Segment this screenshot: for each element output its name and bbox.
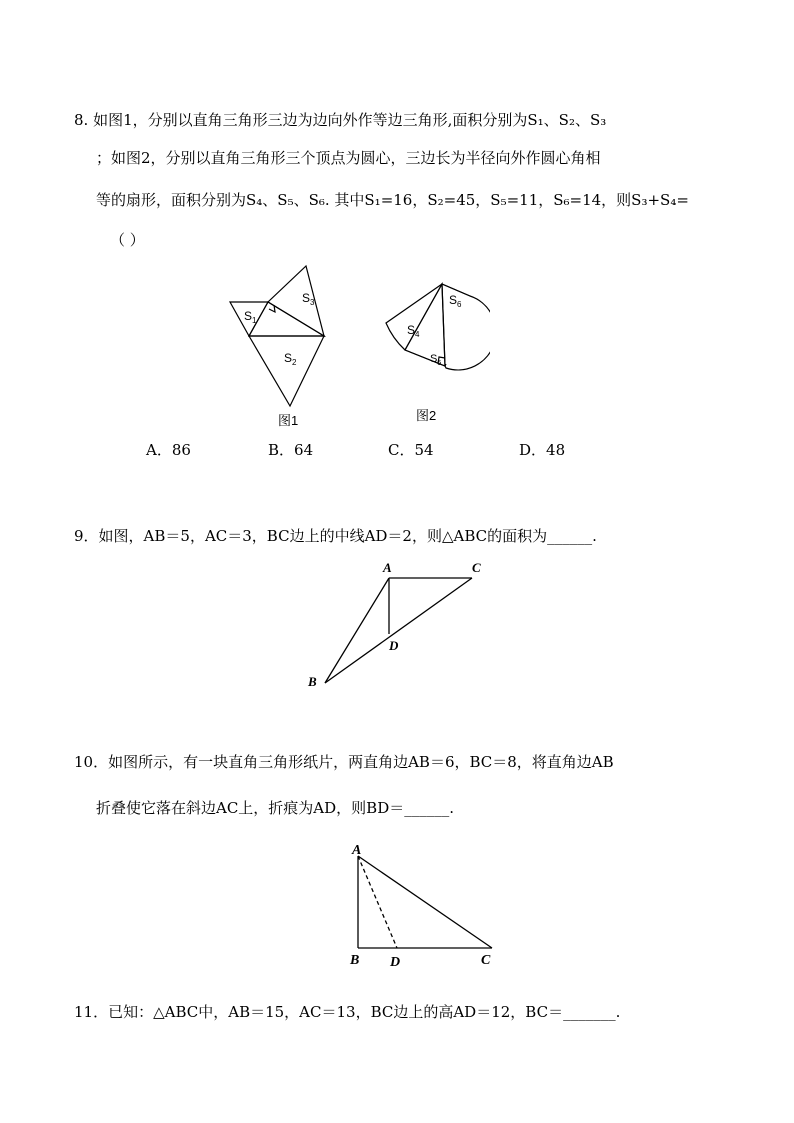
q10-line-2: 折叠使它落在斜边AC上，折痕为AD，则BD＝______. <box>96 799 454 817</box>
q8-line-2: ；如图2，分别以直角三角形三个顶点为圆心，三边长为半径向外作圆心角相 <box>96 149 601 167</box>
q8-option-a: A．86 <box>146 441 191 459</box>
q8-option-b: B．64 <box>268 441 314 459</box>
fig1-s3-label: $S_3$ <box>302 291 315 307</box>
q8-line-1: 8. 如图1，分别以直角三角形三边为边向外作等边三角形,面积分别为S₁、S₂、S₃ <box>74 111 607 129</box>
q11-text: 11．已知：△ABC中，AB＝15，AC＝13，BC边上的高AD＝12，BC＝_______. <box>74 1003 621 1021</box>
q9-figure <box>300 558 490 693</box>
q8-option-d: D．48 <box>519 441 566 459</box>
fig1-s2-label: $S_2$ <box>284 351 297 367</box>
q9-label-a: A <box>383 560 392 575</box>
figure-2 <box>380 278 490 428</box>
q8-answer-paren: （ ） <box>110 231 145 249</box>
q8-option-c: C．54 <box>388 441 434 459</box>
q9-text: 9．如图，AB＝5，AC＝3，BC边上的中线AD＝2，则△ABC的面积为______. <box>74 527 597 545</box>
q10-label-a: A <box>352 843 362 858</box>
figure-1 <box>220 260 350 430</box>
q9-label-b: B <box>308 674 317 689</box>
q10-label-b: B <box>350 953 360 968</box>
q10-figure <box>340 836 510 976</box>
fig2-s4-label: $S_4$ <box>407 323 420 339</box>
fig2-s6-label: $S_6$ <box>449 293 462 309</box>
q9-label-c: C <box>472 560 481 575</box>
q10-label-d: D <box>390 955 401 970</box>
q10-label-c: C <box>481 953 491 968</box>
fig1-s1-label: $S_1$ <box>244 309 257 325</box>
q9-label-d: D <box>389 638 399 653</box>
q10-line-1: 10．如图所示，有一块直角三角形纸片，两直角边AB＝6，BC＝8，将直角边AB <box>74 753 614 771</box>
fig2-caption: 图2 <box>416 408 437 423</box>
fig2-s5-label: $S_5$ <box>430 353 442 367</box>
q8-line-3: 等的扇形，面积分别为S₄、S₅、S₆. 其中S₁=16，S₂=45，S₅=11，S₆=14，则S₃+S₄= <box>96 191 689 209</box>
fig1-caption: 图1 <box>278 413 299 428</box>
